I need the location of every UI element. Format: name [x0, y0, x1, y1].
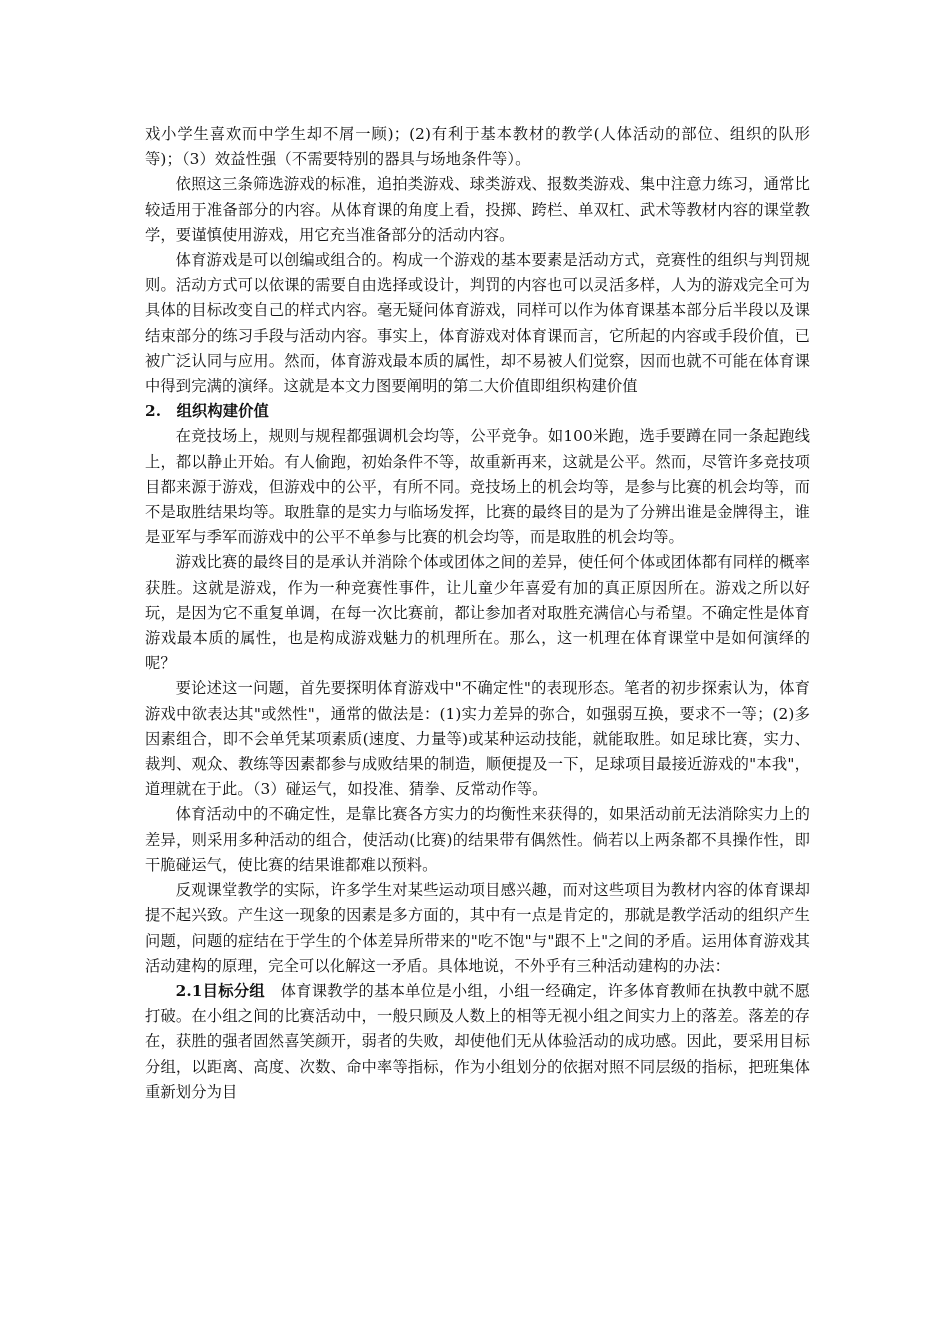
paragraph-balance: 体育活动中的不确定性，是靠比赛各方实力的均衡性来获得的，如果活动前无法消除实力上的差异，则采用多种活动的组合，使活动(比赛)的结果带有偶然性。倘若以上两条都不具操作性，即干脆碰运气，使比赛的结果谁都难以预料。 — [145, 805, 810, 874]
paragraph-game-purpose: 游戏比赛的最终目的是承认并消除个体或团体之间的差异，使任何个体或团体都有同样的概率获胜。这就是游戏，作为一种竞赛性事件，让儿童少年喜爱有加的真正原因所在。游戏之所以好玩，是因为它不重复单调，在每一次比赛前，都让参加者对取胜充满信心与希望。不确定性是体育游戏最本质的属性，也是构成游戏魅力的机理所在。那么，这一机理在体育课堂中是如何演绎的呢？ — [145, 553, 810, 673]
paragraph-uncertainty-forms: 要论述这一问题，首先要探明体育游戏中"不确定性"的表现形态。笔者的初步探索认为，体育游戏中欲表达其"或然性"，通常的做法是：(1)实力差异的弥合，如强弱互换，要求不一等；(2)多因素组合，即不会单凭某项素质(速度、力量等)或某种运动技能，就能取胜。如足球比赛，实力、裁判、观众、教练等因素都参与成败结果的制造，顺便提及一下，足球项目最接近游戏的"本我"，道理就在于此。（3）碰运气，如投准、猜拳、反常动作等。 — [145, 679, 810, 799]
paragraph-classroom-reflection: 反观课堂教学的实际，许多学生对某些运动项目感兴趣，而对这些项目为教材内容的体育课却提不起兴致。产生这一现象的因素是多方面的，其中有一点是肯定的，那就是教学活动的组织产生问题，问题的症结在于学生的个体差异所带来的"吃不饱"与"跟不上"之间的矛盾。运用体育游戏其活动建构的原理，完全可以化解这一矛盾。具体地说，不外乎有三种活动建构的办法： — [145, 881, 810, 975]
document-page — [145, 122, 810, 1105]
subsection-heading-target-grouping: 2.1目标分组 — [175, 981, 265, 1000]
section-heading-organization-value: 2. 组织构建价值 — [145, 402, 269, 421]
paragraph-game-creation: 体育游戏是可以创编或组合的。构成一个游戏的基本要素是活动方式，竞赛性的组织与判罚规则。活动方式可以依课的需要自由选择或设计，判罚的内容也可以灵活多样，人为的游戏完全可为具体的目标改变自己的样式内容。毫无疑问体育游戏，同样可以作为体育课基本部分后半段以及课结束部分的练习手段与活动内容。事实上，体育游戏对体育课而言，它所起的内容或手段价值，已被广泛认同与应用。然而，体育游戏最本质的属性，却不易被人们觉察，因而也就不可能在体育课中得到完满的演绎。这就是本文力图要阐明的第二大价值即组织构建价值 — [145, 251, 810, 396]
subsection-text-target-grouping: 体育课教学的基本单位是小组，小组一经确定，许多体育教师在执教中就不愿打破。在小组之间的比赛活动中，一般只顾及人数上的相等无视小组之间实力上的落差。落差的存在，获胜的强者固然喜笑颜开，弱者的失败，却使他们无从体验活动的成功感。因此，要采用目标分组，以距离、高度、次数、命中率等指标，作为小组划分的依据对照不同层级的指标，把班集体重新划分为目 — [145, 981, 810, 1101]
paragraph-game-criteria: 依照这三条筛选游戏的标准，追拍类游戏、球类游戏、报数类游戏、集中注意力练习，通常比较适用于准备部分的内容。从体育课的角度上看，投掷、跨栏、单双杠、武术等教材内容的课堂教学，要谨慎使用游戏，用它充当准备部分的活动内容。 — [145, 175, 810, 244]
paragraph-fairness: 在竞技场上，规则与规程都强调机会均等，公平竞争。如100米跑，选手要蹲在同一条起跑线上，都以静止开始。有人偷跑，初始条件不等，故重新再来，这就是公平。然而，尽管许多竞技项目都来源于游戏，但游戏中的公平，有所不同。竞技场上的机会均等，是参与比赛的机会均等，而不是取胜结果均等。取胜靠的是实力与临场发挥，比赛的最终目的是为了分辨出谁是金牌得主，谁是亚军与季军而游戏中的公平不单参与比赛的机会均等，而是取胜的机会均等。 — [145, 427, 810, 547]
paragraph-target-grouping — [145, 979, 810, 1105]
paragraph-continued: 戏小学生喜欢而中学生却不屑一顾)；(2)有利于基本教材的教学(人体活动的部位、组织的队形等)；（3）效益性强（不需要特别的器具与场地条件等）。 — [145, 125, 810, 169]
